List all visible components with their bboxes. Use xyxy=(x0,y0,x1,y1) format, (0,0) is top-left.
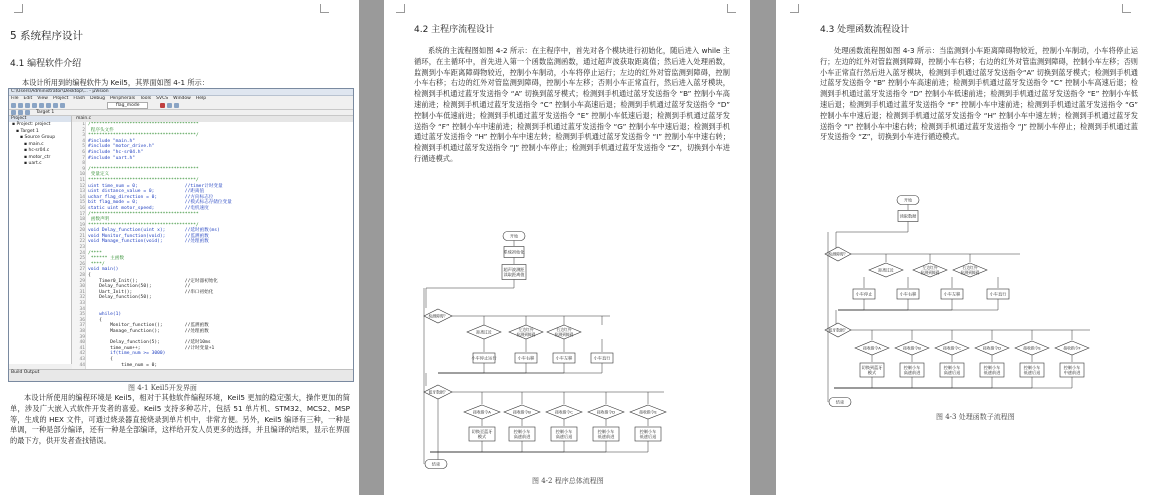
ide-toolbar xyxy=(9,102,353,110)
line-number: 23 xyxy=(79,245,85,251)
branch-decision-label: 接收指令B xyxy=(903,345,921,351)
flow-connector xyxy=(834,377,952,388)
flow-connector xyxy=(430,441,564,452)
flow-connector xyxy=(438,363,564,373)
branch-decision-label: 接收指令E xyxy=(639,409,657,415)
code-line: static uint motor_speed; //电机速度 xyxy=(88,205,209,211)
cut-icon xyxy=(32,103,37,108)
project-tree xyxy=(9,122,71,168)
line-number: 43 xyxy=(79,356,85,362)
document-page-1 xyxy=(0,0,359,495)
line-number: 1 xyxy=(82,122,85,127)
build-icon xyxy=(160,103,165,108)
code-line: /*************************************** xyxy=(88,122,199,127)
open-icon xyxy=(18,103,23,108)
code-line: Delay_function(50); // xyxy=(88,284,191,290)
project-tree-item: ▪ main.c xyxy=(24,141,44,147)
code-line: Delay_function(50); xyxy=(88,295,152,301)
ide-titlebar: C:\Users\Administrator\Desktop\... - µVision xyxy=(9,89,353,96)
flow-connector xyxy=(438,363,484,373)
code-line: #include "uart.h" xyxy=(88,155,136,161)
build-output-label: Build Output xyxy=(11,370,40,375)
end-terminal-label: 结束 xyxy=(431,461,441,467)
code-line: void Monitor_function(void); //监测函数 xyxy=(88,233,209,239)
paste-icon xyxy=(46,103,51,108)
code-line: Monitor_function(); //监测函数 xyxy=(88,323,209,329)
code-line: Delay_function(5); //延时10ms xyxy=(88,340,211,346)
line-number: 34 xyxy=(79,306,85,312)
flow-connector xyxy=(836,222,908,249)
line-number-gutter xyxy=(72,122,86,369)
line-number: 10 xyxy=(79,172,85,178)
ide-menu-item: Project xyxy=(52,96,69,101)
process-flowchart xyxy=(820,192,1140,414)
options-icon xyxy=(174,103,179,108)
init-box-label: 系统初始化 xyxy=(503,249,525,255)
page-corner-mark xyxy=(320,4,329,13)
flow-connector xyxy=(834,377,1032,388)
start-terminal-label: 开始 xyxy=(509,233,519,239)
page-corner-mark xyxy=(396,4,405,13)
ide-menu-item: View xyxy=(37,96,48,101)
line-number: 9 xyxy=(82,166,85,172)
code-line: #include "motor_drive.h" xyxy=(88,144,155,150)
code-line: #include "hc-sr04.h" xyxy=(88,149,144,155)
chapter-title: 5 系统程序设计 xyxy=(10,30,84,42)
redo-icon xyxy=(60,103,65,108)
code-line: 函数声明 xyxy=(88,217,110,223)
code-line: ***************************************/ xyxy=(88,177,199,183)
code-line: /*************************************** xyxy=(88,211,199,217)
main-flowchart xyxy=(414,228,734,470)
flow-connector xyxy=(838,299,952,310)
ide-menu-item: Edit xyxy=(23,96,33,101)
action-box-label: 控制小车中速前进 xyxy=(1063,364,1081,376)
line-number: 11 xyxy=(79,177,85,183)
action-box-label: 切换至蓝牙模式 xyxy=(471,428,493,440)
page-corner-mark xyxy=(1122,4,1131,13)
flow-connector xyxy=(430,441,606,452)
intro-paragraph: 本设计所用到的编程软件为 Keil5，其界面如图 4-1 所示： xyxy=(22,78,209,87)
line-number: 42 xyxy=(79,351,85,357)
code-line: ****/ xyxy=(88,261,105,267)
line-number: 21 xyxy=(79,233,85,239)
project-tree-item: ▪ motor_ctr xyxy=(24,154,51,160)
code-line: time_num = 0; xyxy=(88,362,158,368)
action-box-label: 小车左移 xyxy=(555,355,573,361)
code-line: if(time_num >= 3000) xyxy=(88,351,166,357)
flow-connector xyxy=(834,377,912,388)
branch-decision-label: 距离过近 xyxy=(476,329,492,335)
action-box-label: 小车右移 xyxy=(517,355,535,361)
line-number: 18 xyxy=(79,217,85,223)
ide-menu-item: File xyxy=(11,96,19,101)
code-line: uint distance_value = 0; //距离值 xyxy=(88,189,205,195)
code-line: 变量定义 xyxy=(88,172,110,178)
branch-decision-label: 接收指令E xyxy=(1023,345,1041,351)
code-line: ***************************************/ xyxy=(88,133,199,139)
rebuild-icon xyxy=(18,110,23,115)
code-editor xyxy=(72,122,353,369)
line-number: 27 xyxy=(79,267,85,273)
flow-connector xyxy=(838,299,864,310)
action-box-label: 小车左移 xyxy=(943,291,961,297)
line-number: 25 xyxy=(79,256,85,262)
branch-decision-label: 接收指令D xyxy=(982,345,1002,351)
start-terminal-label: 开始 xyxy=(903,197,913,203)
document-page-2 xyxy=(384,0,750,495)
body-paragraph: 系统的主流程图如图 4-2 所示：在主程序中，首先对各个模块进行初始化，随后进入 while 主循环，在主循环中，首先进入第一个函数监测函数，通过超声波获取距离值；然后进入处理函数，监测到小车距离障碍物较近，控制小车制动，小车将停止运行；左边的红外对管监测到障碍，控制小车右移；右边的红外对管监测到障碍，控制小车左移；否则小车正常直行，然后进入蓝牙模块，检测到手机通过蓝牙发送指令 “A” 切换到蓝牙模式；检测到手机通过蓝牙发送指令 “B” 控制小车高速前进；检测到手机通过蓝牙发送指令 “C” 控制小车高速后退；检测到手机通过蓝牙发送指令 “D” 控制小车低速前进；检测到手机通过蓝牙发送指令 “E” 控制小车低速后退；检测到手机通过蓝牙发送指令 “F” 控制小车中速前进；检测到手机通过蓝牙发送指令 “G” 控制小车中速后退；检测到手机通过蓝牙发送指令 “H” 控制小车中速左转；检测到手机通过蓝牙发送指令 “I” 控制小车中速右转；检测到手机通过蓝牙发送指令 “J” 控制小车停止；检测到手机通过蓝牙发送指令 “Z”，切换到小车进行循迹模式。 xyxy=(414,46,730,163)
action-box-label: 控制小车低速前进 xyxy=(983,364,1001,376)
document-page-3 xyxy=(776,0,1151,495)
action-box-label: 控制小车高速后退 xyxy=(943,364,961,376)
keil-ide-screenshot xyxy=(8,88,354,382)
line-number: 15 xyxy=(79,200,85,206)
code-line: { xyxy=(88,356,113,362)
code-line: bit flag_mode = 0; //模式标志存储位变量 xyxy=(88,200,232,206)
code-line: uchar flag_direction = 0; //方向标志位 xyxy=(88,194,214,200)
line-number: 7 xyxy=(82,155,85,161)
branch-decision-label: 左边红外检测到障碍 xyxy=(516,326,536,338)
flow-connector xyxy=(426,280,514,309)
page-corner-mark xyxy=(727,4,736,13)
page-corner-mark xyxy=(790,4,799,13)
code-lines xyxy=(88,122,353,368)
branch-decision-label: 接收指令C xyxy=(555,409,573,415)
code-line: while(1) xyxy=(88,312,122,318)
line-number: 13 xyxy=(79,189,85,195)
flow-connector xyxy=(834,377,992,388)
code-line: ****** 主函数 xyxy=(88,256,124,262)
project-panel xyxy=(9,116,72,364)
line-number: 8 xyxy=(82,161,85,167)
end-terminal-label: 结束 xyxy=(835,399,845,405)
action-box-label: 小车右移 xyxy=(899,291,917,297)
line-number: 35 xyxy=(79,312,85,318)
action-box-label: 控制小车高速后退 xyxy=(555,428,573,440)
flow-connector xyxy=(838,299,908,310)
ide-menu-item: Window xyxy=(173,96,191,101)
new-file-icon xyxy=(11,103,16,108)
figure-caption: 图 4-3 处理函数子流程图 xyxy=(936,413,1015,421)
code-line: #include "main.h" xyxy=(88,138,136,144)
line-number: 33 xyxy=(79,301,85,306)
flow-connector xyxy=(430,441,648,452)
decision-obstacle-label: 检测障碍？ xyxy=(428,313,448,319)
save-icon xyxy=(25,103,30,108)
flow-connector xyxy=(834,377,1072,388)
file-combo: flag_mode xyxy=(107,102,148,109)
line-number: 41 xyxy=(79,345,85,351)
read-data-box-label: 读取数据 xyxy=(899,213,917,219)
branch-decision-label: 右边红外检测到障碍 xyxy=(960,264,980,276)
project-tree-item: ▪ Source Group xyxy=(20,135,56,140)
project-tree-item: ▪ uart.c xyxy=(24,161,42,166)
project-tree-item: ▪ Project: project xyxy=(12,122,51,127)
editor-tab-label: main.c xyxy=(76,116,92,121)
code-line: void main() xyxy=(88,267,119,273)
line-number: 22 xyxy=(79,239,85,245)
code-line: { xyxy=(88,317,102,323)
line-number: 17 xyxy=(79,211,85,217)
line-number: 19 xyxy=(79,222,85,228)
line-number: 16 xyxy=(79,205,85,211)
decision-bluetooth-label: 蓝牙数据？ xyxy=(828,327,848,333)
code-line: Uart_Init(); //串口初始化 xyxy=(88,289,214,295)
project-tree-item: ▪ Target 1 xyxy=(16,128,39,134)
branch-decision-label: 接收指令A xyxy=(863,345,881,351)
action-box-label: 切换到蓝牙模式 xyxy=(861,364,883,376)
load-icon xyxy=(25,110,30,115)
line-number: 20 xyxy=(79,228,85,234)
line-number: 5 xyxy=(82,144,85,150)
undo-icon xyxy=(53,103,58,108)
branch-decision-label: 接收指令A xyxy=(473,409,491,415)
line-number: 3 xyxy=(82,133,85,139)
debug-icon xyxy=(167,103,172,108)
line-number: 31 xyxy=(79,289,85,295)
line-number: 26 xyxy=(79,261,85,267)
code-line: { xyxy=(88,273,91,279)
line-number: 4 xyxy=(82,138,85,144)
action-box-label: 小车直行 xyxy=(593,355,611,361)
compile-icon xyxy=(11,110,16,115)
ide-menu-item: Flash xyxy=(73,96,86,101)
action-box-label: 控制小车低速后退 xyxy=(639,428,657,440)
flow-connector xyxy=(834,377,872,388)
figure-caption: 图 4-2 程序总体流程图 xyxy=(532,477,604,485)
code-line: void Delay_function(uint x); //延时函数(ms) xyxy=(88,228,220,234)
code-line: Timer0_Init(); //定时器初始化 xyxy=(88,278,218,284)
flow-connector xyxy=(438,363,602,373)
branch-decision-label: 接收指令C xyxy=(943,345,961,351)
branch-decision-label: 距离过近 xyxy=(878,267,894,273)
branch-decision-label: 左边红外检测到障碍 xyxy=(920,264,940,276)
branch-decision-label: 接收指令F xyxy=(1063,345,1081,351)
line-number: 36 xyxy=(79,317,85,323)
branch-decision-label: 接收指令B xyxy=(513,409,531,415)
figure-caption: 图 4-1 Keil5开发界面 xyxy=(128,384,197,392)
target-combo: Target 1 xyxy=(36,110,55,115)
action-box-label: 控制小车高速前进 xyxy=(513,428,531,440)
action-box-label: 小车停止 xyxy=(855,291,873,297)
code-line: /*************************************** xyxy=(88,166,199,172)
code-line: time_num++; //计时变量+1 xyxy=(88,345,215,351)
flow-connector xyxy=(838,299,998,310)
code-line: Manage_function(); //处理函数 xyxy=(88,328,209,334)
project-tree-item: ▪ hc-sr04.c xyxy=(24,148,50,153)
line-number: 14 xyxy=(79,194,85,200)
action-box-label: 控制小车高速前进 xyxy=(903,364,921,376)
branch-decision-label: 接收指令D xyxy=(596,409,616,415)
decision-obstacle-label: 检测障碍？ xyxy=(828,251,848,257)
line-number: 40 xyxy=(79,340,85,346)
copy-icon xyxy=(39,103,44,108)
section-title: 4.2 主程序流程设计 xyxy=(414,25,495,35)
ide-menu-item: Peripherals xyxy=(109,96,136,101)
flow-connector xyxy=(430,441,522,452)
action-box-label: 小车直行 xyxy=(989,291,1007,297)
flow-connector xyxy=(438,363,526,373)
ide-menu-item: Debug xyxy=(90,96,105,101)
line-number: 29 xyxy=(79,278,85,284)
page-corner-mark xyxy=(14,4,23,13)
section-title: 4.1 编程软件介绍 xyxy=(10,59,82,69)
line-number: 2 xyxy=(82,127,85,133)
code-line: uint time_num = 0; //timer计时变量 xyxy=(88,183,223,189)
line-number: 24 xyxy=(79,250,85,256)
code-line: /**** xyxy=(88,250,102,256)
section-title: 4.3 处理函数流程设计 xyxy=(820,25,910,35)
line-number: 28 xyxy=(79,273,85,279)
ide-menu-item: SVCS xyxy=(156,96,169,101)
line-number: 38 xyxy=(79,328,85,334)
line-number: 44 xyxy=(79,362,85,368)
action-box-label: 控制小车低速前进 xyxy=(597,428,615,440)
body-paragraph: 处理函数流程图如图 4-3 所示：当监测到小车距离障碍物较近，控制小车制动，小车将停止运行；左边的红外对管监测到障碍，控制小车右移；右边的红外对管监测到障碍，控制小车左移；否则小车正常直行然后进入蓝牙模块，检测到手机通过蓝牙发送指令“A” 切换到蓝牙模式；检测到手机通过蓝牙发送指令 “B” 控制小车高速前进；检测到手机通过蓝牙发送指令 “C” 控制小车高速后退；检测到手机通过蓝牙发送指令 “D” 控制小车低速前进；检测到手机通过蓝牙发送指令 “E” 控制小车低速后退；检测到手机通过蓝牙发送指令 “F” 控制小车中速前进；检测到手机通过蓝牙发送指令 “G” 控制小车中速后退；检测到手机通过蓝牙发送指令 “H” 控制小车中速左转；检测到手机通过蓝牙发送指令 “I” 控制小车中速右转；检测到手机通过蓝牙发送指令 “J” 控制小车停止；检测到手机通过蓝牙发送指令 “Z”，切换到小车进行循迹模式。 xyxy=(820,46,1138,142)
read-distance-box-label: 超声波测距读取距离值 xyxy=(503,266,525,278)
code-line: void Manage_function(void); //处理函数 xyxy=(88,239,209,245)
action-box-label: 小车停止运行 xyxy=(471,355,497,361)
build-output-panel xyxy=(9,369,353,381)
ide-menu-item: Help xyxy=(195,96,207,101)
line-number: 39 xyxy=(79,334,85,340)
line-number: 12 xyxy=(79,183,85,189)
branch-decision-label: 右边红外检测到障碍 xyxy=(554,326,574,338)
line-number: 37 xyxy=(79,323,85,329)
code-line: 程序头文件 xyxy=(88,127,114,133)
line-number: 32 xyxy=(79,295,85,301)
action-box-label: 控制小车低速后退 xyxy=(1023,364,1041,376)
ide-menu-item: Tools xyxy=(140,96,152,101)
line-number: 30 xyxy=(79,284,85,290)
project-panel-title: Project xyxy=(9,116,71,122)
line-number: 6 xyxy=(82,149,85,155)
decision-bluetooth-label: 蓝牙数据？ xyxy=(428,389,448,395)
body-paragraph: 本设计所使用的编程环境是 Keil5，相对于其他软件编程环境，Keil5 更加的稳定强大，操作更加的简单，涉及广大嵌入式软件开发者的喜爱。Keil5 支持多种芯片，包括 51 单片机、STM32、MCS2、MSP 等，生成的 HEX 文件，可通过烧录器直接烧录到单片机中，非常方便。另外，Keil5 编译有三种，一种是单调，一种是部分编译，还有一种是全部编译，这样给开发人员更多的选择，并且编译的结果，显示在界面的最下方，供开发者查找错误。 xyxy=(10,393,350,446)
code-line: ***************************************/ xyxy=(88,222,199,228)
